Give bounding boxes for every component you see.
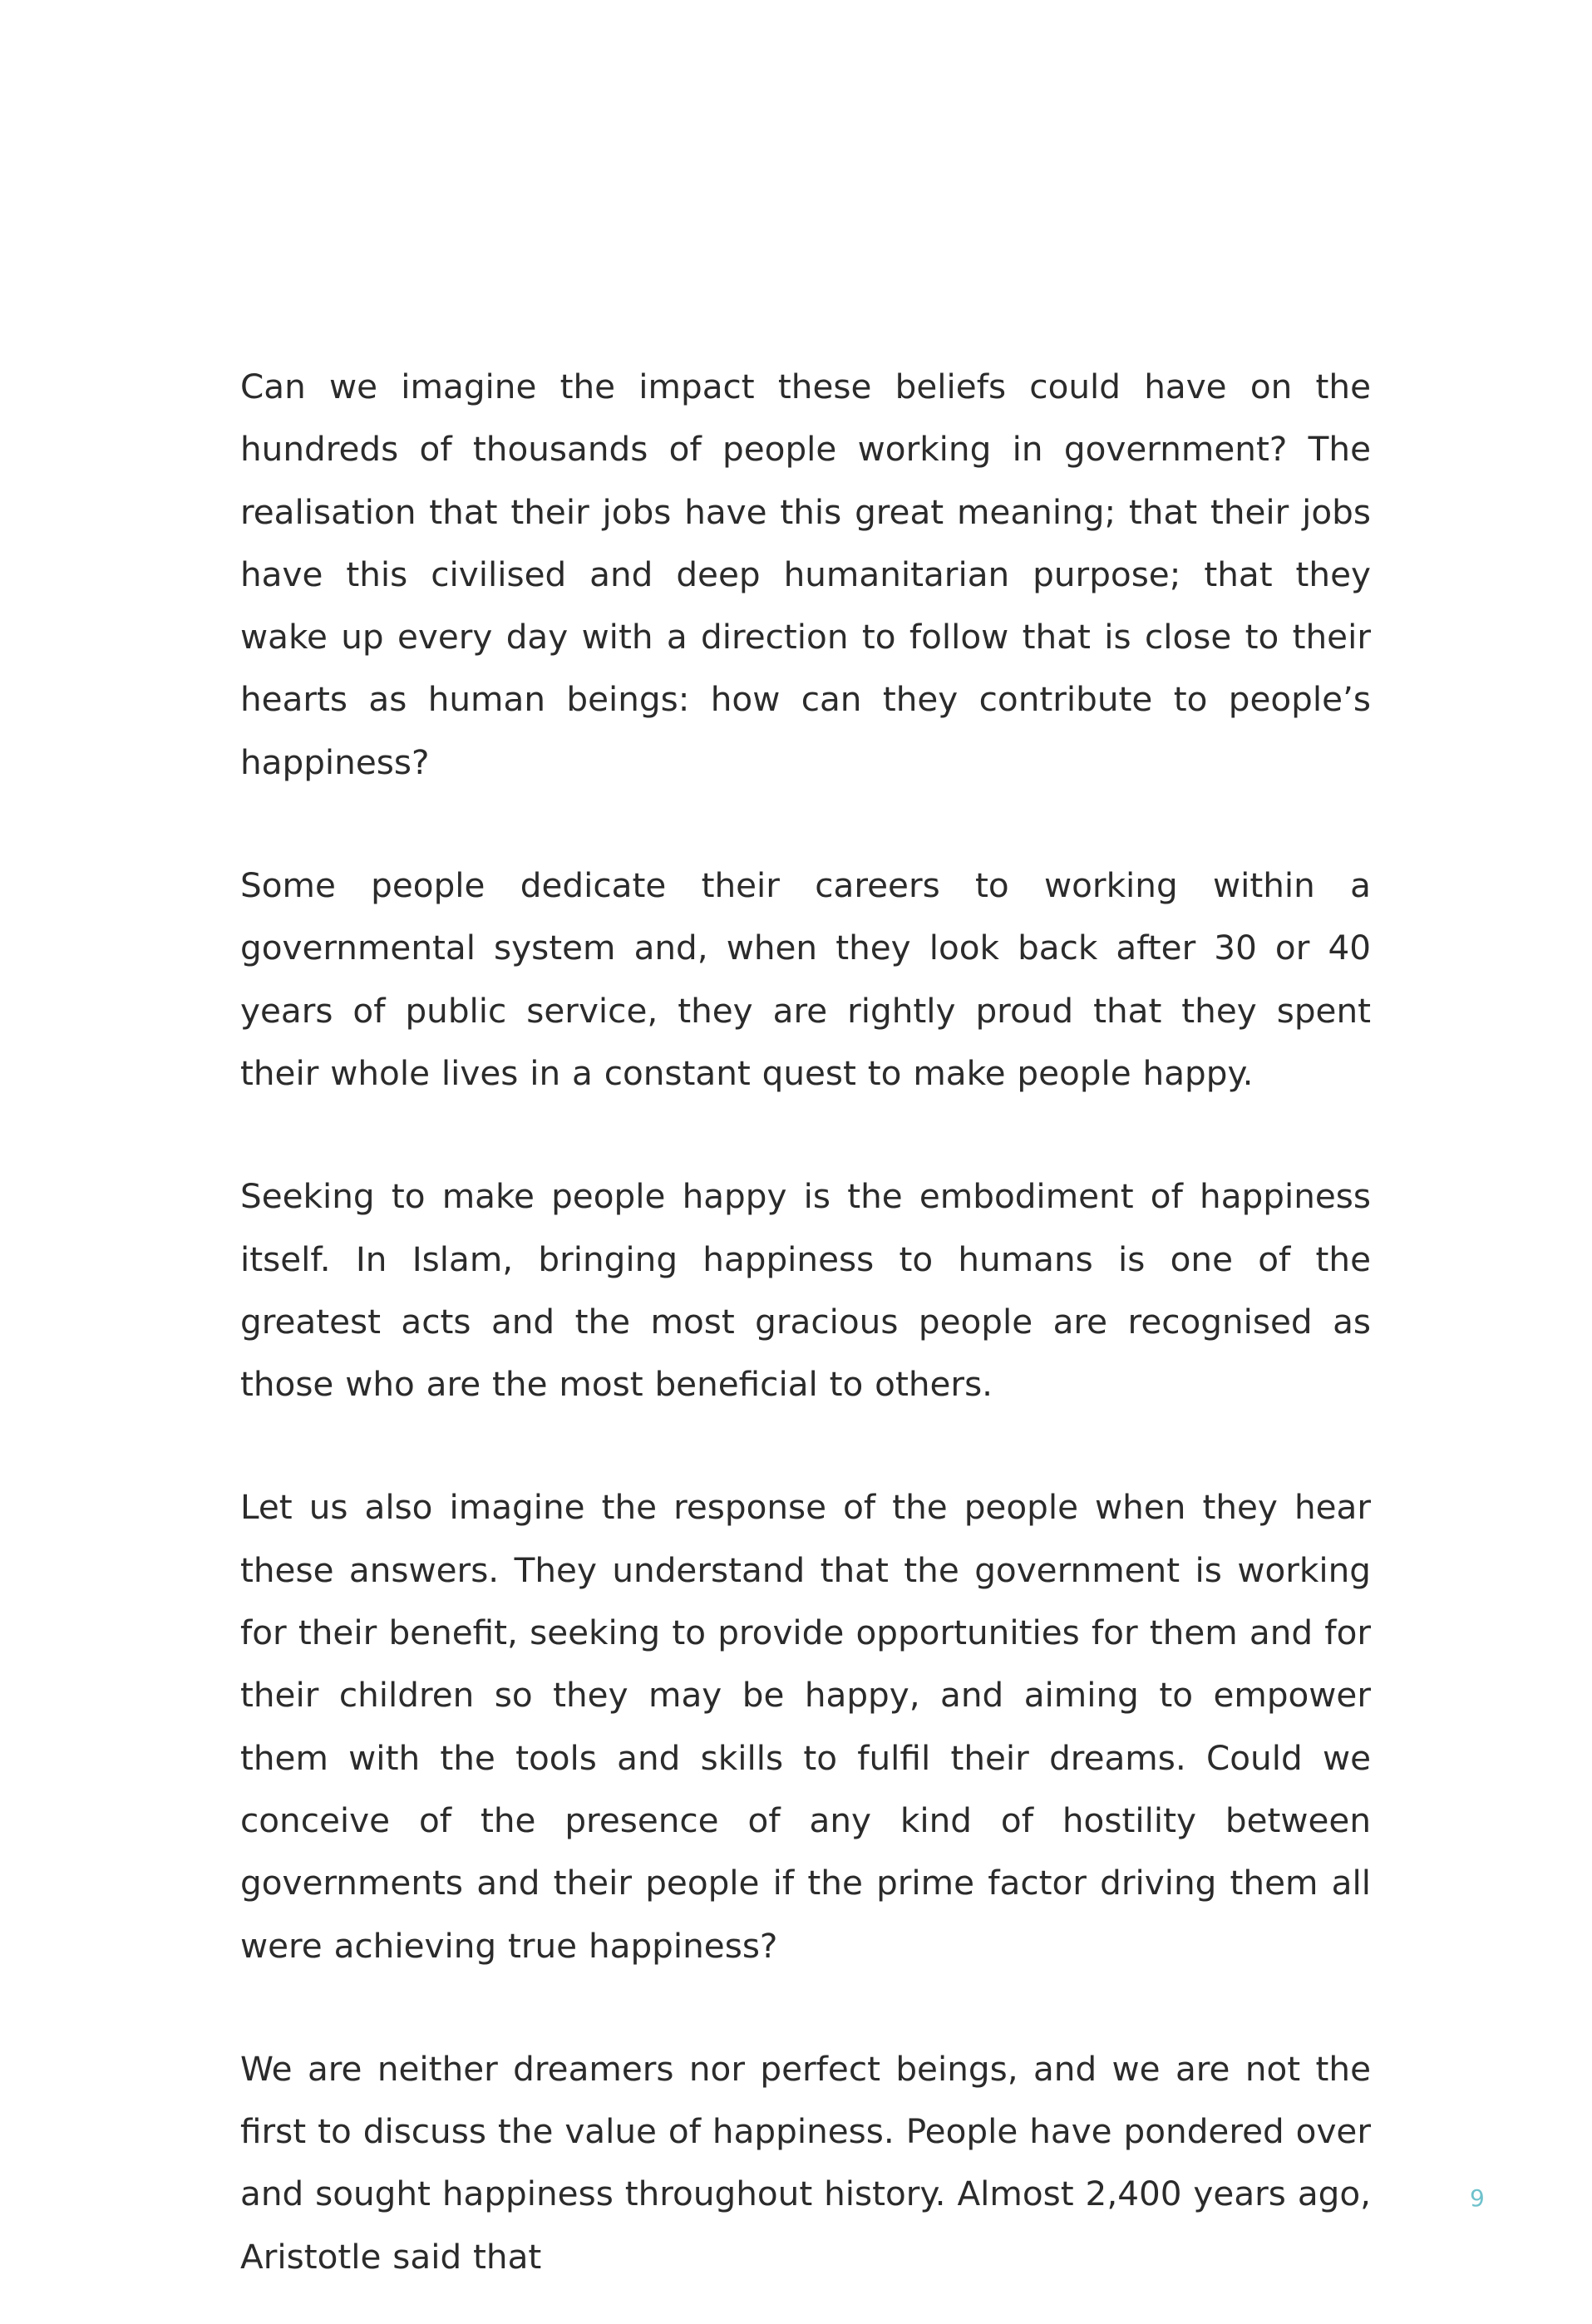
body-text: [240, 356, 1371, 2288]
paragraph-2: Some people dedicate their careers to working within a governmental system and, when they look back after 30 or 40 years of public service, they are rightly proud that they spent their whole lives in a constant quest to make people happy.: [240, 865, 1371, 1093]
page-number: 9: [1470, 2184, 1485, 2212]
paragraph-3: Seeking to make people happy is the embodiment of happiness itself. In Islam, bringing happiness to humans is one of the greatest acts and the most gracious people are recognised as those who are the most beneficial to others.: [240, 1176, 1371, 1405]
paragraph-5: We are neither dreamers nor perfect beings, and we are not the first to discuss the value of happiness. People have pondered over and sought happiness throughout history. Almost 2,400 years ago, Aristotle said that: [240, 2048, 1371, 2277]
paragraph-4: Let us also imagine the response of the people when they hear these answers. They understand that the government is working for their benefit, seeking to provide opportunities for them and for their children so they may be happy, and aiming to empower them with the tools and skills to fulfil their dreams. Could we conceive of the presence of any kind of hostility between governments and their people if the prime factor driving them all were achieving true happiness?: [240, 1487, 1371, 1966]
paragraph-1: Can we imagine the impact these beliefs could have on the hundreds of thousands of people working in government? The realisation that their jobs have this great meaning; that their jobs have this civilised and deep humanitarian purpose; that they wake up every day with a direction to follow that is close to their hearts as human beings: how can they contribute to people’s happiness?: [240, 367, 1371, 782]
